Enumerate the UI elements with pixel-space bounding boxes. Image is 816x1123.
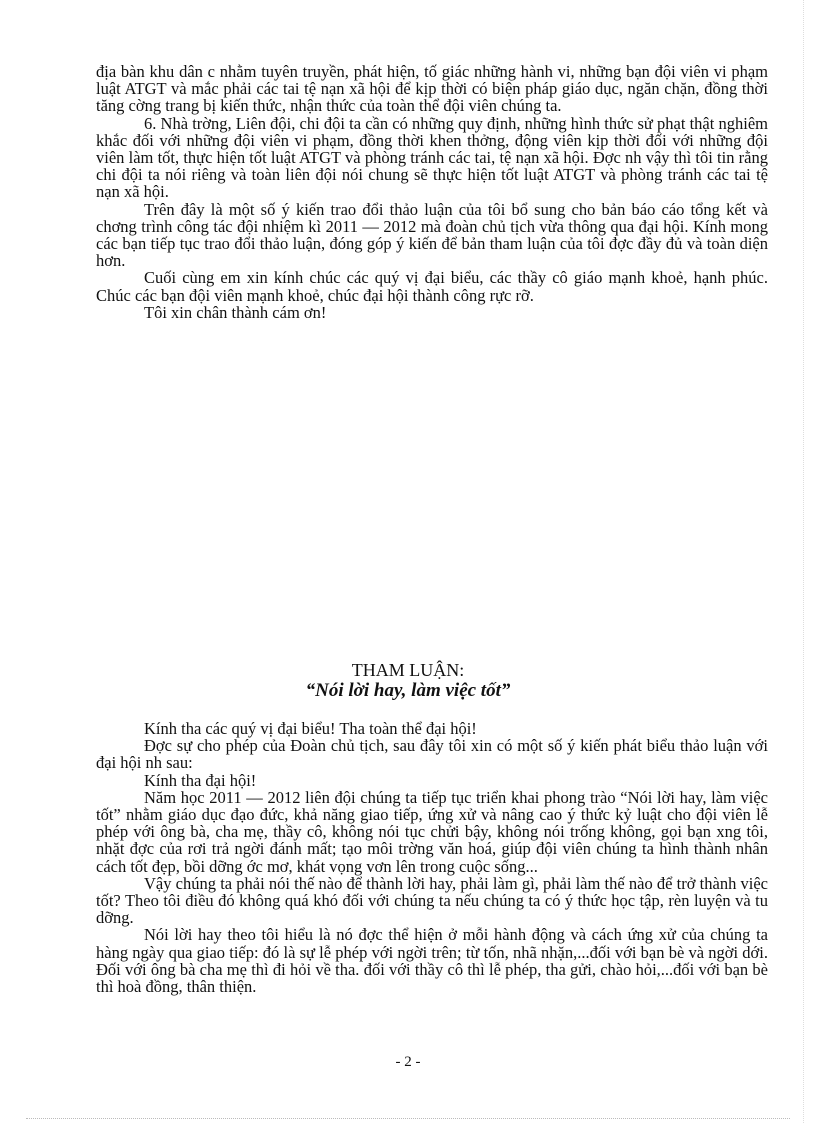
page-right-edge [803, 0, 804, 1123]
paragraph: Tôi xin chân thành cám ơn! [144, 302, 327, 322]
page-bottom-divider [26, 1118, 790, 1119]
previous-article-section [96, 63, 768, 321]
paragraph: Vậy chúng ta phải nói thế nào để thành lời hay, phải làm gì, phải làm thế nào để trở thành việc tốt? Theo tôi điều đó không quá khó đối với chúng ta nếu chúng ta có ý thức học tập, rèn luyện và tu dỡng. [96, 873, 768, 928]
paragraph: Trên đây là một số ý kiến trao đổi thảo luận của tôi bổ sung cho bản báo cáo tổng kết và chơng trình công tác đội nhiệm kì 2011 — 2012 mà đoàn chủ tịch vừa thông qua đại hội. Kính mong các bạn tiếp tục trao đổi thảo luận, đóng góp ý kiến để bản tham luận của tôi đợc đầy đủ và toàn diện hơn. [96, 199, 768, 271]
paragraph: Đợc sự cho phép của Đoàn chủ tịch, sau đây tôi xin có một số ý kiến phát biểu thảo luận với đại hội nh sau: [96, 736, 768, 773]
paragraph: Cuối cùng em xin kính chúc các quý vị đại biểu, các thầy cô giáo mạnh khoẻ, hạnh phúc. Chúc các bạn đội viên mạnh khoẻ, chúc đại hội thành công rực rỡ. [96, 268, 768, 305]
section-title: THAM LUẬN: [351, 660, 465, 680]
page-number: - 2 - [395, 1054, 421, 1070]
paragraph: Năm học 2011 — 2012 liên đội chúng ta tiếp tục triển khai phong trào “Nói lời hay, làm việc tốt” nhằm giáo dục đạo đức, khả năng giao tiếp, ứng xử và nâng cao ý thức kỷ luật cho đội viên lễ phép với ông bà, cha mẹ, thầy cô, không nói tục chửi bậy, không nói trống không, gọi bạn xng tôi, nhặt đợc của rơi trả ngời đánh mất; tạo môi trờng văn hoá, giúp đội viên chúng ta hình thành nhân cách tốt đẹp, bồi dỡng ớc mơ, khát vọng vơn lên trong cuộc sống... [96, 787, 768, 876]
paragraph: Kính tha đại hội! [144, 770, 257, 790]
paragraph: Kính tha các quý vị đại biểu! Tha toàn thể đại hội! [144, 719, 477, 738]
article-body [96, 720, 768, 995]
paragraph: địa bàn khu dân c nhằm tuyên truyền, phát hiện, tố giác những hành vi, những bạn đội viên vi phạm luật ATGT và mắc phải các tai tệ nạn xã hội để kịp thời có biện pháp giáo dục, ngăn chặn, đồng thời tăng cờng trang bị kiến thức, nhận thức của toàn thể đội viên chúng ta. [96, 62, 768, 116]
section-subtitle: “Nói lời hay, làm việc tốt” [305, 680, 511, 701]
paragraph: Nói lời hay theo tôi hiểu là nó đợc thể hiện ở mỗi hành động và cách ứng xử của chúng ta hàng ngày qua giao tiếp: đó là sự lễ phép với ngời trên; từ tốn, nhã nhặn,...đối với bạn bè và ngời dới. Đối với ông bà cha mẹ thì đi hỏi về tha. đối với thầy cô thì lễ phép, tha gửi, chào hỏi,...đối với bạn bè thì hoà đồng, thân thiện. [96, 925, 768, 997]
paragraph: 6. Nhà trờng, Liên đội, chi đội ta cần có những quy định, những hình thức sử phạt thật nghiêm khắc đối với những đội viên vi phạm, đồng thời khen thởng, động viên kịp thời đối với những đội viên làm tốt, thực hiện tốt luật ATGT và phòng tránh các tai, tệ nạn xã hội. Đợc nh vậy thì tôi tin rằng chi đội ta nói riêng và toàn liên đội nói chung sẽ thực hiện tốt luật ATGT và phòng tránh các tai tệ nạn xã hội. [96, 113, 768, 202]
